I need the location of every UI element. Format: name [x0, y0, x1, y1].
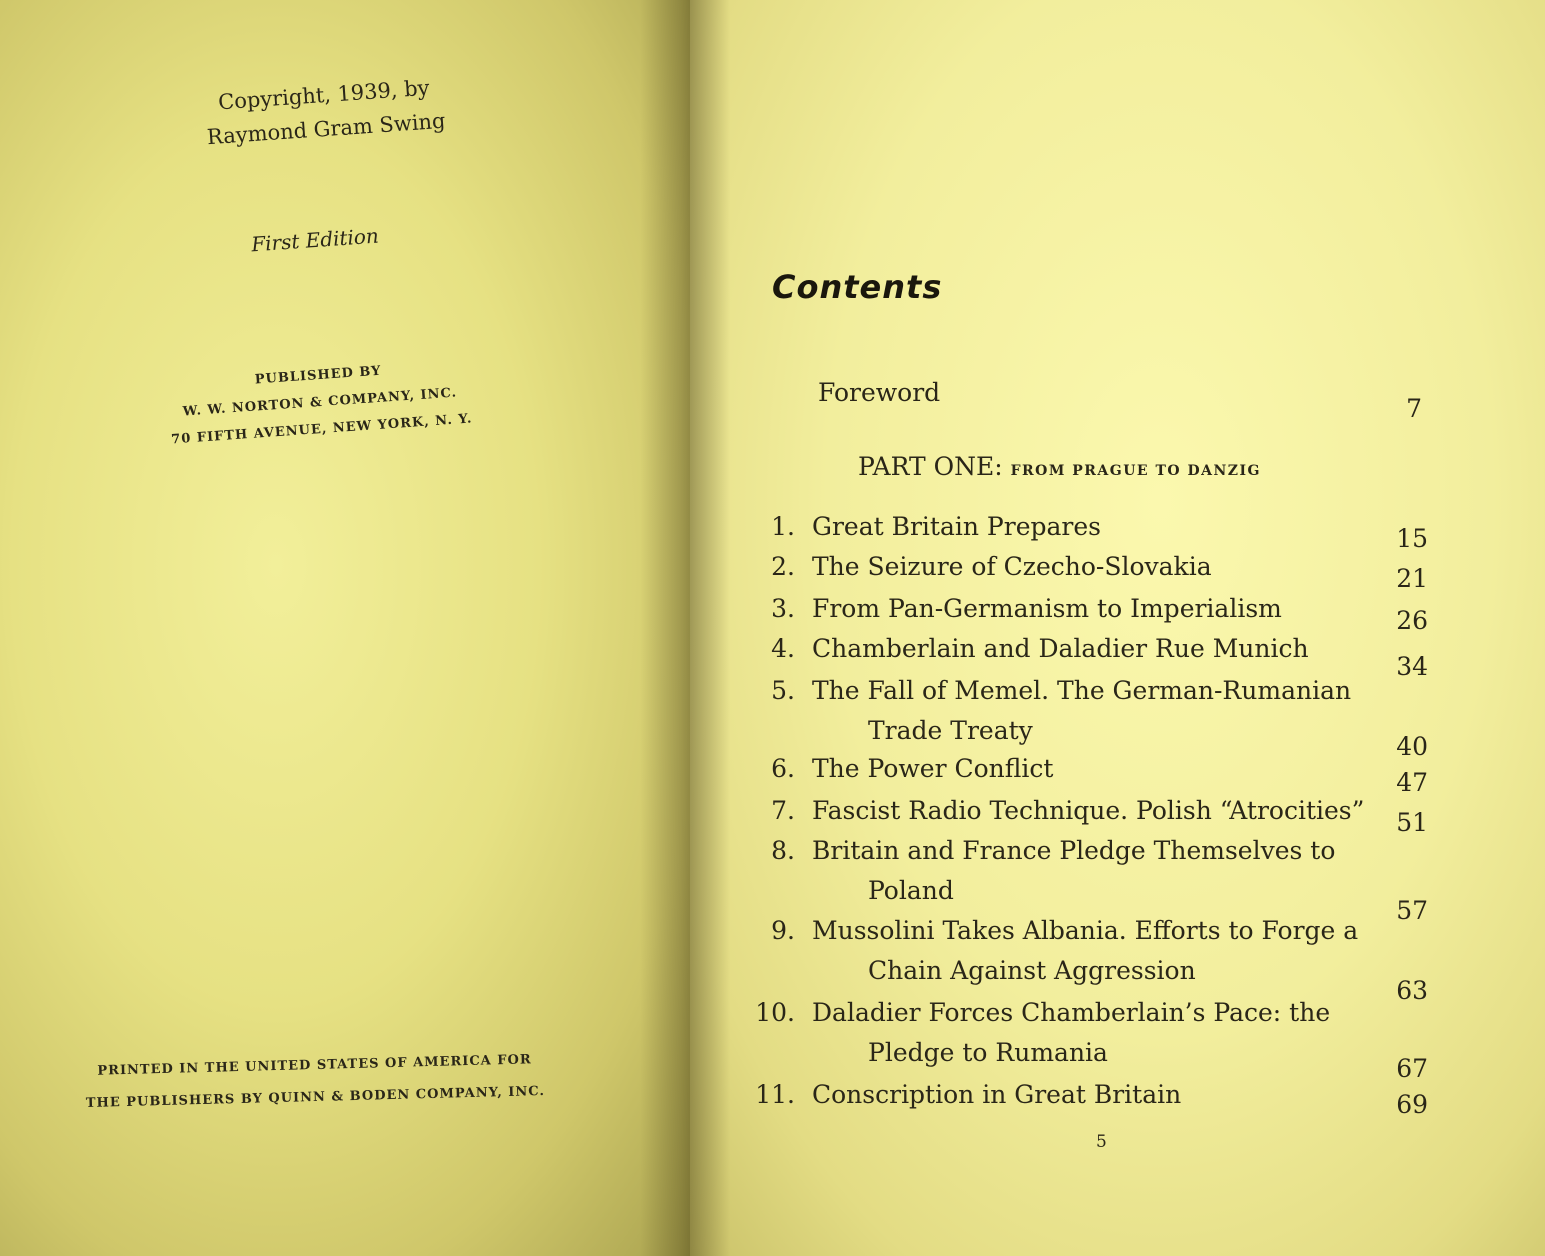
- entry-title-continued: Chain Against Aggression: [868, 956, 1196, 985]
- entry-number: 10.: [755, 998, 795, 1027]
- entry-title: Great Britain Prepares: [812, 512, 1101, 541]
- entry-number: 3.: [771, 594, 795, 623]
- part-label: PART ONE:: [858, 452, 1003, 481]
- entry-title: Britain and France Pledge Themselves to: [812, 836, 1336, 865]
- entry-title-continued: Pledge to Rumania: [868, 1038, 1108, 1067]
- entry-title: The Seizure of Czecho-Slovakia: [812, 552, 1212, 581]
- entry-number: 8.: [771, 836, 795, 865]
- entry-number: 1.: [771, 512, 795, 541]
- entry-number: 6.: [771, 754, 795, 783]
- page-number: 40: [1396, 732, 1428, 761]
- entry-number: 5.: [771, 676, 795, 705]
- page-number: 15: [1396, 524, 1428, 553]
- publisher-name: W. W. NORTON & COMPANY, INC.: [182, 385, 458, 420]
- part-heading: [858, 452, 1261, 481]
- page-number: 34: [1396, 652, 1428, 681]
- page-number: 21: [1396, 564, 1428, 593]
- entry-number: 2.: [771, 552, 795, 581]
- contents-page: [690, 0, 1545, 1256]
- table-of-contents: [690, 0, 1545, 1256]
- entry-title: The Fall of Memel. The German-Rumanian: [812, 676, 1352, 705]
- entry-title-continued: Trade Treaty: [868, 716, 1033, 745]
- published-by-label: PUBLISHED BY: [254, 363, 382, 388]
- entry-title: Chamberlain and Daladier Rue Munich: [812, 634, 1309, 663]
- publisher-address: 70 FIFTH AVENUE, NEW YORK, N. Y.: [170, 411, 473, 448]
- copyright-page: [0, 0, 690, 1256]
- entry-title: The Power Conflict: [812, 754, 1054, 783]
- copyright-author: Raymond Gram Swing: [206, 108, 447, 150]
- page-number: 47: [1396, 768, 1428, 797]
- page-number: 63: [1396, 976, 1428, 1005]
- page-number: 7: [1406, 394, 1422, 423]
- publisher-block: [138, 350, 503, 456]
- page-number: 67: [1396, 1054, 1428, 1083]
- entry-number: 11.: [755, 1080, 795, 1109]
- page-folio: 5: [1096, 1132, 1107, 1152]
- entry-title: From Pan-Germanism to Imperialism: [812, 594, 1282, 623]
- edition-label: First Edition: [250, 223, 380, 257]
- entry-title: Daladier Forces Chamberlain’s Pace: the: [812, 998, 1331, 1027]
- entry-title: Conscription in Great Britain: [812, 1080, 1182, 1109]
- entry-title: Mussolini Takes Albania. Efforts to Forge a: [812, 916, 1359, 945]
- page-title: Contents: [772, 268, 943, 306]
- page-number: 51: [1396, 808, 1428, 837]
- entry-number: 7.: [771, 796, 795, 825]
- page-number: 26: [1396, 606, 1428, 635]
- entry-number: 9.: [771, 916, 795, 945]
- entry-title-continued: Poland: [868, 876, 954, 905]
- copyright-notice: [198, 69, 452, 154]
- part-subtitle: FROM PRAGUE TO DANZIG: [1010, 463, 1261, 479]
- entry-number: 4.: [771, 634, 795, 663]
- copyright-line: Copyright, 1939, by: [217, 75, 431, 115]
- toc-foreword: [818, 378, 940, 407]
- printer-line: PRINTED IN THE UNITED STATES OF AMERICA FOR: [97, 1052, 532, 1079]
- printer-line: THE PUBLISHERS BY QUINN & BODEN COMPANY, INC.: [85, 1083, 546, 1112]
- printer-notice: [44, 1043, 585, 1121]
- entry-title: Fascist Radio Technique. Polish “Atrocities”: [812, 796, 1365, 825]
- page-number: 69: [1396, 1090, 1428, 1119]
- page-number: 57: [1396, 896, 1428, 925]
- foreword-label: Foreword: [818, 378, 941, 407]
